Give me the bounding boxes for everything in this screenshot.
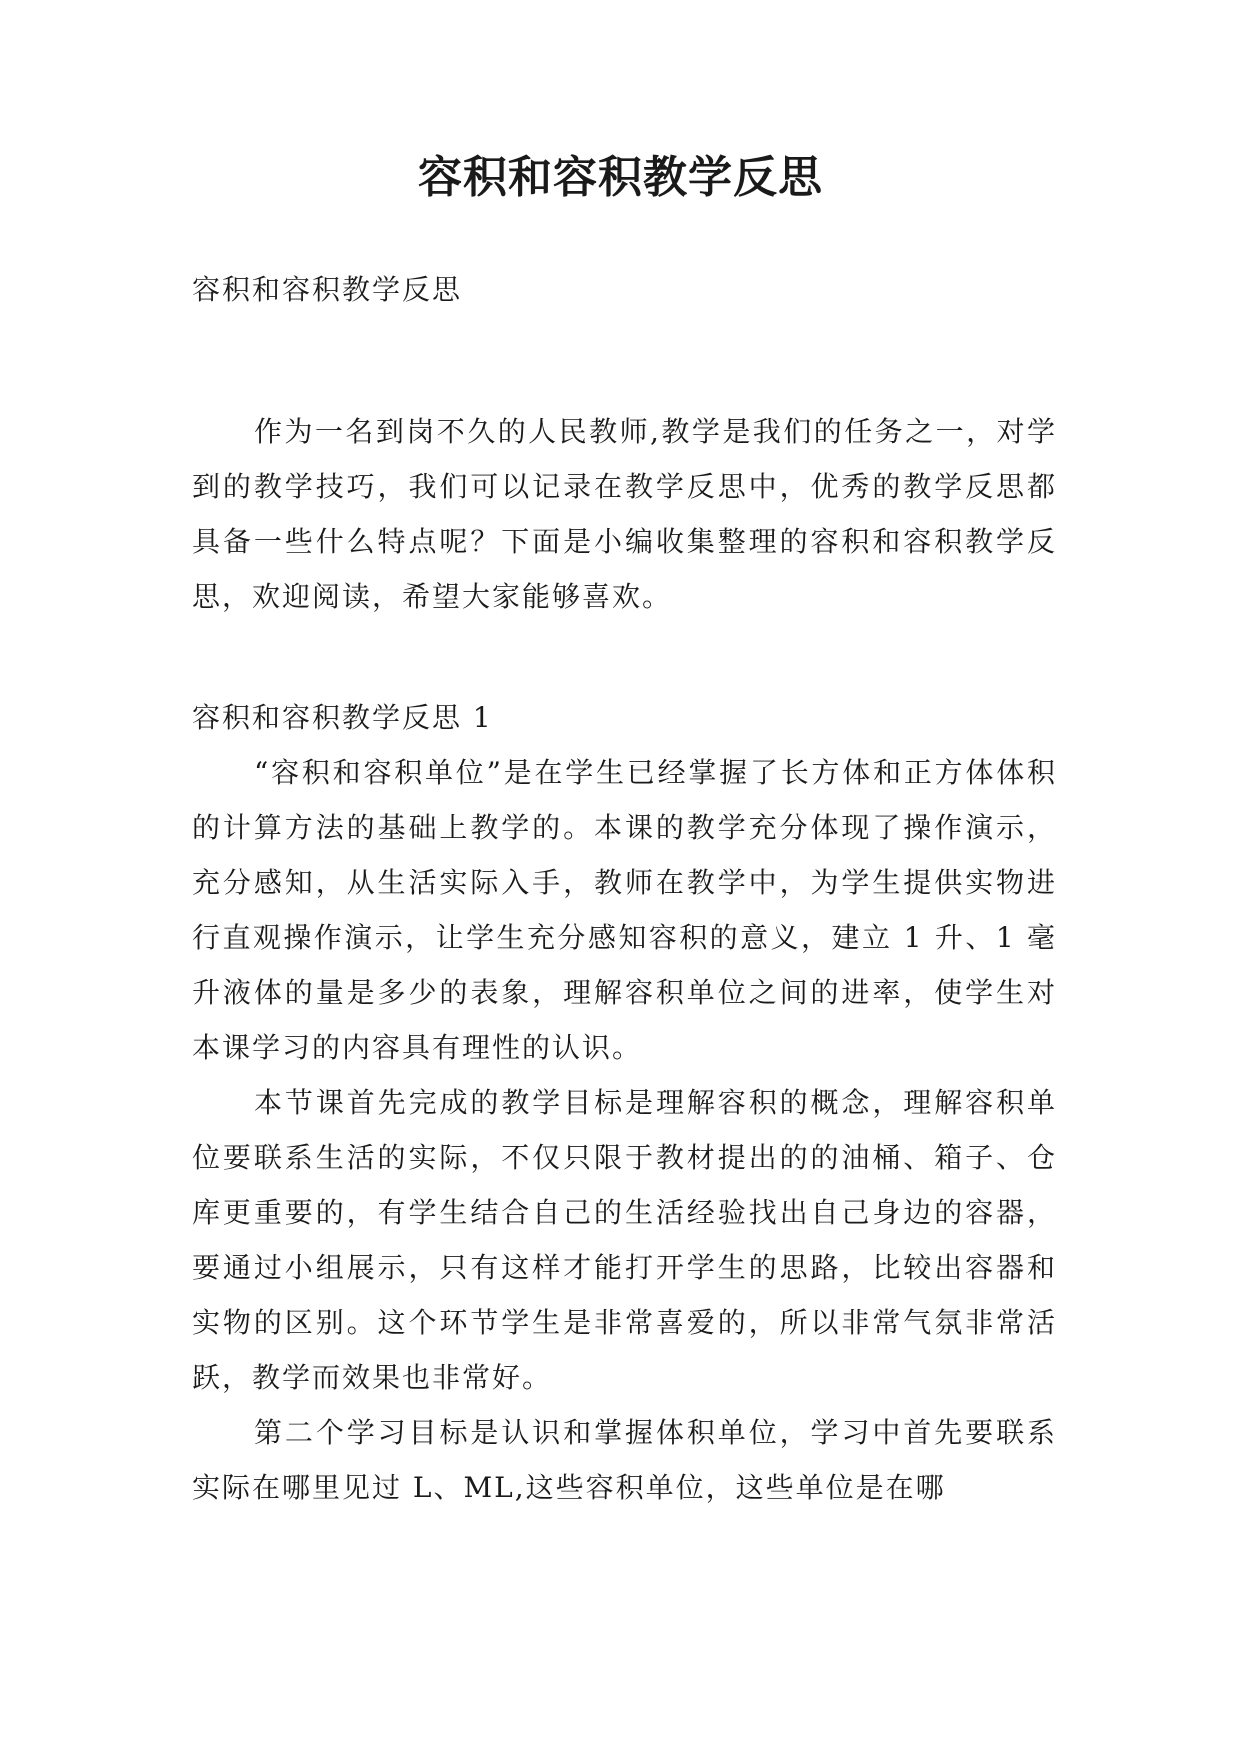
document-title: 容积和容积教学反思 <box>418 152 823 203</box>
body-paragraph-1: “容积和容积单位”是在学生已经掌握了长方体和正方体体积的计算方法的基础上教学的。本课的教学充分体现了操作演示，充分感知，从生活实际入手，教师在教学中，为学生提供实物进行直观操作演示，让学生充分感知容积的意义，建立 1 升、1 毫升液体的量是多少的表象，理解容积单位之间的进率，使学生对本课学习的内容具有理性的认识。 <box>192 756 1057 1064</box>
body-paragraph-3: 第二个学习目标是认识和掌握体积单位，学习中首先要联系实际在哪里见过 L、ML,这些容积单位，这些单位是在哪 <box>192 1416 1057 1504</box>
subtitle-text: 容积和容积教学反思 <box>192 273 463 306</box>
document-subtitle <box>192 262 1057 317</box>
intro-text: 作为一名到岗不久的人民教师,教学是我们的任务之一，对学到的教学技巧，我们可以记录在教学反思中，优秀的教学反思都具备一些什么特点呢？下面是小编收集整理的容积和容积教学反思，欢迎阅读，希望大家能够喜欢。 <box>192 415 1057 613</box>
body-paragraph-2: 本节课首先完成的教学目标是理解容积的概念，理解容积单位要联系生活的实际，不仅只限于教材提出的的油桶、箱子、仓库更重要的，有学生结合自己的生活经验找出自己身边的容器，要通过小组展示，只有这样才能打开学生的思路，比较出容器和实物的区别。这个环节学生是非常喜爱的，所以非常气氛非常活跃，教学而效果也非常好。 <box>192 1086 1057 1394</box>
intro-paragraph <box>192 404 1057 624</box>
section-heading: 容积和容积教学反思 1 <box>192 701 493 734</box>
section-1 <box>192 690 1057 1515</box>
